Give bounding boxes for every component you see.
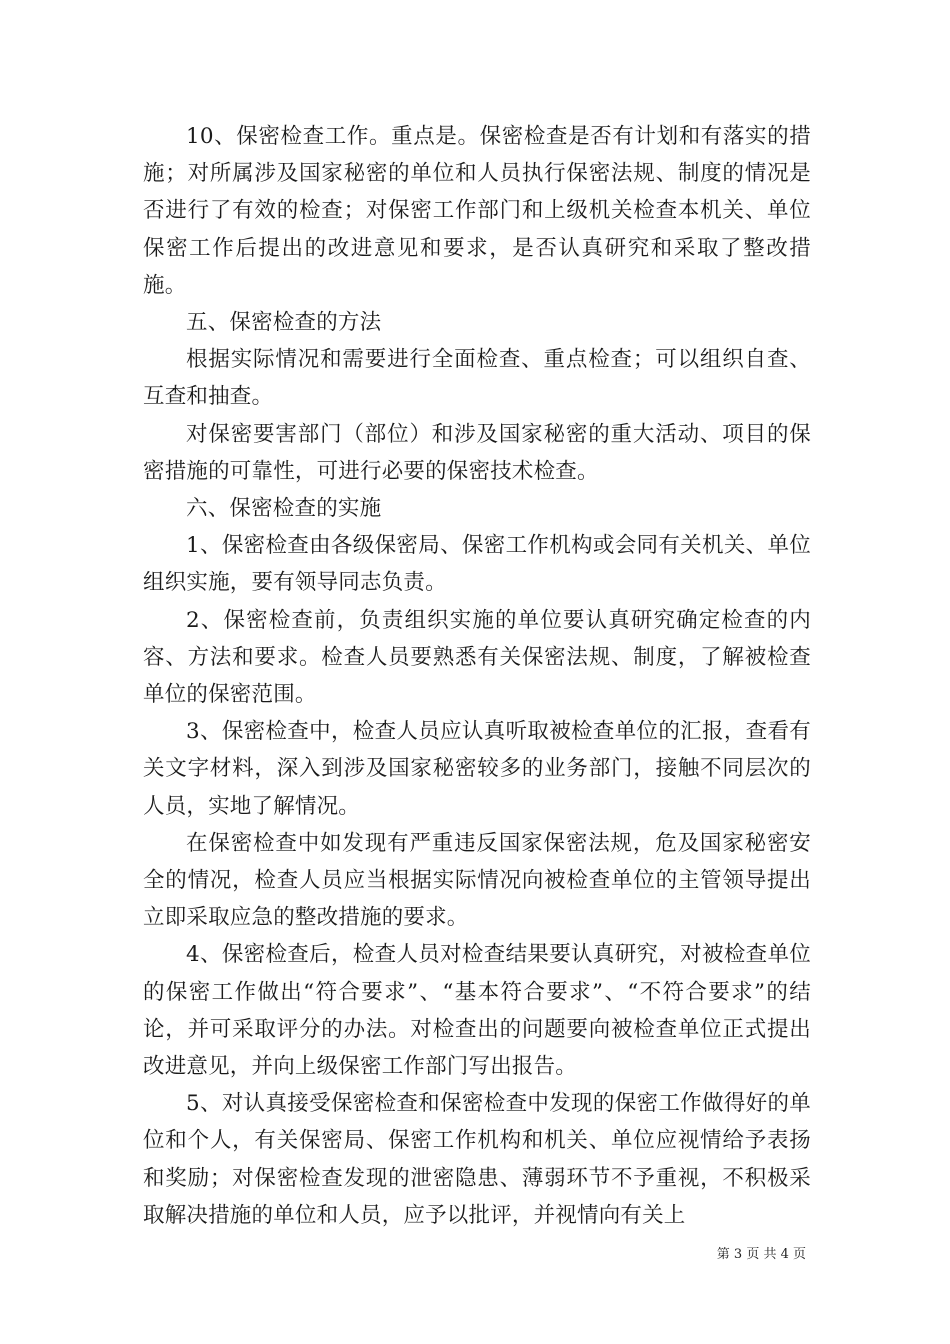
heading-check-methods: 五、保密检查的方法 — [186, 310, 382, 336]
document-body — [143, 118, 811, 1234]
paragraph-item-2: 2、保密检查前，负责组织实施的单位要认真研究确定检查的内容、方法和要求。检查人员要熟悉有关保密法规、制度，了解被检查单位的保密范围。 — [143, 607, 811, 708]
paragraph-item-3: 3、保密检查中，检查人员应认真听取被检查单位的汇报，查看有关文字材料，深入到涉及国家秘密较多的业务部门，接触不同层次的人员，实地了解情况。 — [143, 719, 811, 819]
heading-check-implementation: 六、保密检查的实施 — [186, 496, 382, 522]
paragraph-technical-check: 对保密要害部门（部位）和涉及国家秘密的重大活动、项目的保密措施的可靠性，可进行必要的保密技术检查。 — [143, 421, 811, 484]
paragraph-check-work: 10、保密检查工作。重点是。保密检查是否有计划和有落实的措施；对所属涉及国家秘密的单位和人员执行保密法规、制度的情况是否进行了有效的检查；对保密工作部门和上级机关检查本机关、单位保密工作后提出的改进意见和要求，是否认真研究和采取了整改措施。 — [143, 124, 811, 298]
paragraph-item-1: 1、保密检查由各级保密局、保密工作机构或会同有关机关、单位组织实施，要有领导同志负责。 — [143, 533, 811, 596]
page-number-footer: 第 3 页 共 4 页 — [716, 1247, 806, 1262]
paragraph-emergency-measures: 在保密检查中如发现有严重违反国家保密法规，危及国家秘密安全的情况，检查人员应当根据实际情况向被检查单位的主管领导提出立即采取应急的整改措施的要求。 — [143, 830, 811, 931]
paragraph-item-4: 4、保密检查后，检查人员对检查结果要认真研究，对被检查单位的保密工作做出“符合要求”、“基本符合要求”、“不符合要求”的结论，并可采取评分的办法。对检查出的问题要向被检查单位正式提出改进意见，并向上级保密工作部门写出报告。 — [143, 942, 811, 1080]
paragraph-methods: 根据实际情况和需要进行全面检查、重点检查；可以组织自查、互查和抽查。 — [143, 347, 811, 410]
paragraph-item-5: 5、对认真接受保密检查和保密检查中发现的保密工作做得好的单位和个人，有关保密局、保密工作机构和机关、单位应视情给予表扬和奖励；对保密检查发现的泄密隐患、薄弱环节不予重视，不积极采取解决措施的单位和人员，应予以批评，并视情向有关上 — [143, 1091, 811, 1228]
